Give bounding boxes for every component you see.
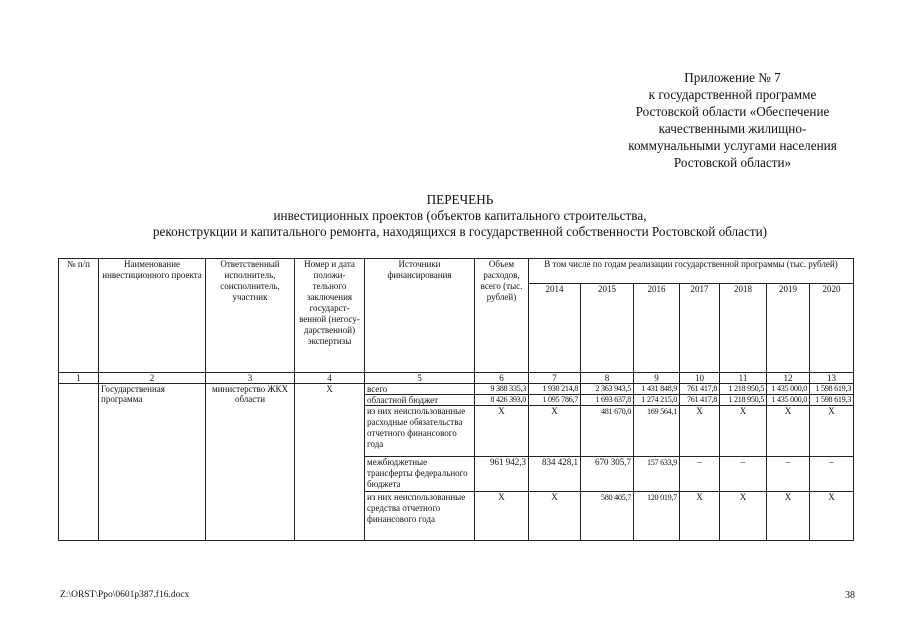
- column-number: 2: [99, 373, 206, 384]
- header-year: 2015: [581, 284, 634, 373]
- appendix-line: коммунальными услугами населения: [628, 138, 837, 153]
- source-cell: всего: [365, 384, 475, 395]
- total-cell: 8 426 393,0: [475, 395, 529, 406]
- header-row: [59, 259, 854, 284]
- header-num: № п/п: [59, 259, 99, 373]
- year-cell: 1 435 000,0: [767, 395, 810, 406]
- year-cell: 1 598 619,3: [810, 395, 854, 406]
- year-cell: Х: [767, 492, 810, 541]
- year-cell: 1 435 000,0: [767, 384, 810, 395]
- column-number: 9: [634, 373, 680, 384]
- year-cell: 481 670,0: [581, 406, 634, 457]
- column-number-row: [59, 373, 854, 384]
- column-number: 6: [475, 373, 529, 384]
- document-title: [40, 192, 880, 240]
- column-number: 13: [810, 373, 854, 384]
- year-cell: Х: [529, 492, 581, 541]
- column-number: 7: [529, 373, 581, 384]
- appendix-line: качественными жилищно-: [658, 121, 807, 136]
- project-expertise: Х: [295, 384, 365, 541]
- column-number: 12: [767, 373, 810, 384]
- header-source: Источники финансирования: [365, 259, 475, 373]
- year-cell: 1 930 214,8: [529, 384, 581, 395]
- header-years-group: В том числе по годам реализации государственной программы (тыс. рублей): [529, 259, 854, 284]
- header-year: 2019: [767, 284, 810, 373]
- file-path: Z:\ORST\Ppo\0601p387.f16.docx: [60, 590, 190, 600]
- column-number: 3: [206, 373, 295, 384]
- year-cell: Х: [529, 406, 581, 457]
- column-number: 11: [720, 373, 767, 384]
- column-number: 10: [680, 373, 720, 384]
- column-number: 8: [581, 373, 634, 384]
- year-cell: –: [810, 457, 854, 492]
- page-number: 38: [845, 590, 855, 601]
- year-cell: 670 305,7: [581, 457, 634, 492]
- title-line-2: реконструкции и капитального ремонта, находящихся в государственной собственности Ростовской области): [152, 224, 768, 239]
- header-executor: Ответственный исполнитель, соисполнитель, участник: [206, 259, 295, 373]
- header-year: 2017: [680, 284, 720, 373]
- header-expertise: Номер и дата положи-тельного заключения государст-венной (негосу-дарственной) экспертизы: [295, 259, 365, 373]
- year-cell: 1 598 619,3: [810, 384, 854, 395]
- year-cell: –: [720, 457, 767, 492]
- header-volume: Объем расходов, всего (тыс. рублей): [475, 259, 529, 373]
- header-year: 2016: [634, 284, 680, 373]
- header-year: 2018: [720, 284, 767, 373]
- year-cell: –: [680, 457, 720, 492]
- year-cell: 1 274 215,0: [634, 395, 680, 406]
- year-cell: Х: [767, 406, 810, 457]
- header-project-name: Наименование инвестиционного проекта: [99, 259, 206, 373]
- appendix-line: Ростовской области»: [673, 155, 792, 170]
- year-cell: 580 405,7: [581, 492, 634, 541]
- year-cell: 761 417,8: [680, 384, 720, 395]
- source-cell: из них неиспользованные средства отчетного финансового года: [365, 492, 475, 541]
- column-number: 4: [295, 373, 365, 384]
- appendix-line: Ростовской области «Обеспечение: [635, 104, 830, 119]
- appendix-note: [590, 69, 875, 171]
- project-executor: министерство ЖКХ области: [206, 384, 295, 541]
- year-cell: 1 095 786,7: [529, 395, 581, 406]
- total-cell: Х: [475, 492, 529, 541]
- year-cell: 1 218 950,5: [720, 384, 767, 395]
- year-cell: 1 218 950,5: [720, 395, 767, 406]
- year-cell: 120 019,7: [634, 492, 680, 541]
- total-cell: 9 388 335,3: [475, 384, 529, 395]
- title-line-1: инвестиционных проектов (объектов капитального строительства,: [273, 208, 647, 223]
- year-cell: 169 564,1: [634, 406, 680, 457]
- year-cell: 761 417,8: [680, 395, 720, 406]
- year-cell: 157 633,9: [634, 457, 680, 492]
- year-cell: Х: [810, 406, 854, 457]
- year-cell: 1 431 848,9: [634, 384, 680, 395]
- column-number: 1: [59, 373, 99, 384]
- column-number: 5: [365, 373, 475, 384]
- year-cell: 1 693 637,8: [581, 395, 634, 406]
- title-heading: ПЕРЕЧЕНЬ: [426, 192, 494, 207]
- year-cell: Х: [720, 406, 767, 457]
- source-cell: областной бюджет: [365, 395, 475, 406]
- source-cell: межбюджетные трансферты федерального бюджета: [365, 457, 475, 492]
- total-cell: Х: [475, 406, 529, 457]
- year-cell: 2 363 943,5: [581, 384, 634, 395]
- year-cell: 834 428,1: [529, 457, 581, 492]
- appendix-line: к государственной программе: [648, 87, 817, 102]
- source-cell: из них неиспользованные расходные обязательства отчетного финансового года: [365, 406, 475, 457]
- year-cell: Х: [680, 492, 720, 541]
- total-cell: 961 942,3: [475, 457, 529, 492]
- header-year: 2020: [810, 284, 854, 373]
- project-name: Государственная программа: [99, 384, 206, 541]
- year-cell: –: [767, 457, 810, 492]
- year-cell: Х: [810, 492, 854, 541]
- appendix-line: Приложение № 7: [684, 70, 781, 85]
- investment-projects-table: [58, 258, 854, 541]
- year-cell: Х: [680, 406, 720, 457]
- project-num: [59, 384, 99, 541]
- table-row: [59, 384, 854, 395]
- year-cell: Х: [720, 492, 767, 541]
- header-year: 2014: [529, 284, 581, 373]
